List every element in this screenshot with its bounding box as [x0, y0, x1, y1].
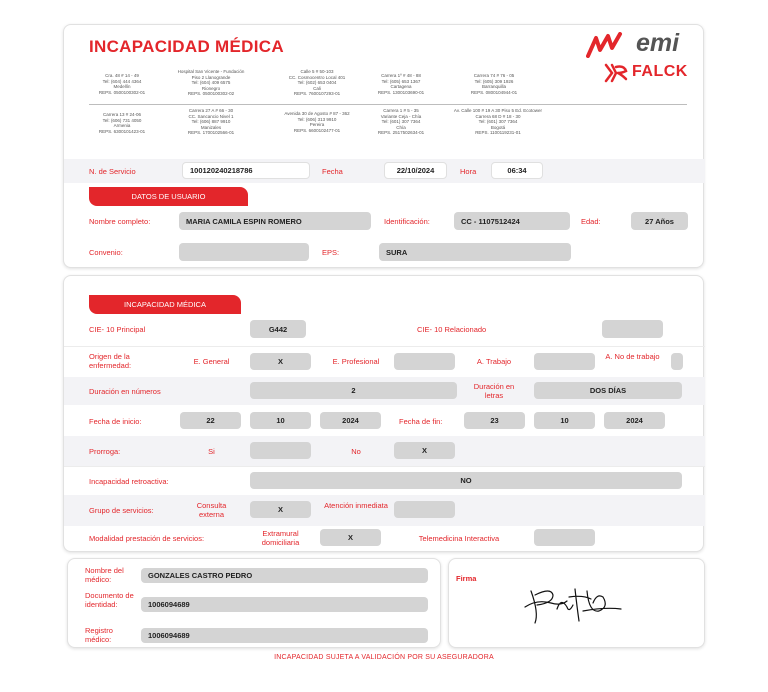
service-number-field: 100120240218786 — [182, 162, 310, 179]
end-year-field: 2024 — [604, 412, 665, 429]
address-line: REPS. 0800104944-01 — [470, 89, 518, 95]
document-title: INCAPACIDAD MÉDICA — [89, 37, 284, 56]
duration-text-label: Duración en letras — [473, 382, 515, 400]
address-cali — [273, 69, 361, 97]
address-pereira — [273, 111, 361, 133]
identification-label: Identificación: — [384, 217, 430, 226]
address-line: Piso 2 Llanogrande — [191, 74, 231, 80]
address-line: REPS. 0500100302-01 — [98, 89, 146, 95]
address-line: REPS. 6300101423-01 — [98, 128, 146, 134]
origin-professional-field — [394, 353, 455, 370]
header-card — [63, 24, 704, 268]
address-line: Cartagena — [390, 84, 412, 90]
immediate-care-field — [394, 501, 455, 518]
address-line: Tel: (606) 887 9910 — [191, 119, 231, 125]
external-consult-field: X — [250, 501, 311, 518]
address-line: Tel: (602) 653 0404 — [297, 80, 337, 86]
extramural-label: Extramural domiciliaria — [261, 529, 300, 547]
cie-main-field: G442 — [250, 320, 306, 338]
address-line: REPS. 1300103690-01 — [377, 89, 425, 95]
address-line: Variante Ceja - Chía — [380, 113, 422, 119]
origin-work-field — [534, 353, 595, 370]
telemedicine-field — [534, 529, 595, 546]
disability-card — [63, 275, 704, 552]
address-line: Carrera 68 D # 18 - 30 — [475, 113, 521, 119]
address-armenia — [78, 112, 166, 134]
address-line: REPS. 1100119231-01 — [475, 130, 521, 136]
modality-label: Modalidad prestación de servicios: — [89, 534, 205, 543]
origin-professional-label: E. Profesional — [332, 357, 380, 366]
signature-icon — [517, 577, 627, 632]
address-line: REPS. 0500100302-02 — [187, 91, 235, 97]
duration-number-label: Duración en números — [89, 387, 161, 396]
full-name-field: MARIA CAMILA ESPIN ROMERO — [179, 212, 371, 230]
doctor-name-field: GONZALES CASTRO PEDRO — [141, 568, 428, 583]
address-line: Carrera 74 # 76 - 05 — [473, 73, 515, 78]
address-bogota — [438, 108, 558, 136]
address-line: CC. Cosmocentro Local 401 — [288, 74, 346, 80]
address-cartagena — [357, 73, 445, 95]
address-line: Tel: (606) 731 4050 — [102, 117, 142, 123]
signature-label: Firma — [456, 574, 477, 583]
address-line: Medellín — [113, 84, 131, 90]
date-label: Fecha — [322, 167, 343, 176]
falck-logo-text: FALCK — [632, 63, 688, 80]
eps-label: EPS: — [322, 248, 340, 257]
user-section-tab: DATOS DE USUARIO — [89, 187, 248, 206]
address-line: Carrera 1 # 5 - 35 — [383, 108, 419, 113]
emi-logo-text: emi — [636, 29, 680, 57]
telemedicine-label: Telemedicina Interactiva — [418, 534, 500, 543]
emi-logo-icon — [586, 32, 634, 58]
immediate-care-label: Atención inmediata — [324, 501, 388, 510]
age-label: Edad: — [581, 217, 601, 226]
start-year-field: 2024 — [320, 412, 381, 429]
origin-nonwork-label: A. No de trabajo — [605, 352, 660, 361]
extension-yes-field — [250, 442, 311, 459]
address-line: Tel: (604) 409 6575 — [191, 80, 231, 86]
start-day-field: 22 — [180, 412, 241, 429]
duration-number-field: 2 — [250, 382, 457, 399]
address-line: Carrera 27 A # 66 - 30 — [188, 108, 234, 113]
address-line: Tel: (605) 309 1926 — [474, 78, 514, 84]
address-line: Manizales — [200, 124, 222, 130]
origin-nonwork-field — [671, 353, 683, 370]
agreement-field — [179, 243, 309, 261]
address-line: Chía — [396, 124, 406, 130]
doctor-card — [67, 558, 441, 648]
start-date-label: Fecha de inicio: — [89, 417, 142, 426]
address-line: REPS. 6600102477-01 — [293, 127, 341, 133]
address-line: Bogotá — [490, 124, 506, 130]
address-line: Armenia — [113, 123, 131, 129]
doctor-name-label: Nombre del médico: — [85, 566, 124, 584]
external-consult-label: Consulta externa — [196, 501, 227, 519]
cie-related-label: CIE- 10 Relacionado — [417, 325, 487, 334]
address-line: CC. Sancancio Nivel 1 — [188, 113, 234, 119]
disability-section-tab: INCAPACIDAD MÉDICA — [89, 295, 241, 314]
cie-related-field — [602, 320, 663, 338]
retroactive-field: NO — [250, 472, 682, 489]
duration-text-field: DOS DÍAS — [534, 382, 682, 399]
end-date-label: Fecha de fin: — [399, 417, 443, 426]
doctor-registry-field: 1006094689 — [141, 628, 428, 643]
signature-card — [448, 558, 705, 648]
address-line: Pereira — [309, 122, 325, 128]
row-divider — [64, 346, 705, 347]
end-day-field: 23 — [464, 412, 525, 429]
address-line: Carrera 13 # 24-06 — [102, 112, 142, 117]
eps-field: SURA — [379, 243, 571, 261]
address-barranquilla — [450, 73, 538, 95]
address-line: Cali — [313, 85, 321, 91]
address-rionegro — [167, 69, 255, 97]
header-divider — [89, 104, 687, 105]
origin-general-label: E. General — [193, 357, 230, 366]
address-line: REPS. 7600107293-01 — [293, 91, 341, 97]
doctor-id-field: 1006094689 — [141, 597, 428, 612]
address-line: REPS. 1700102566-01 — [187, 130, 235, 136]
agreement-label: Convenio: — [89, 248, 123, 257]
date-field: 22/10/2024 — [384, 162, 447, 179]
extension-no-label: No — [351, 447, 361, 456]
origin-label: Origen de la enfermedad: — [89, 352, 132, 370]
address-chia — [357, 108, 445, 136]
address-line: Av. Calle 100 # 19 A 30 Piso 5 Ed. Ecotower — [453, 108, 543, 113]
address-line: Tel: (601) 307 7364 — [381, 119, 421, 125]
address-line: Tel: (604) 444 4364 — [102, 78, 142, 84]
extension-no-field: X — [394, 442, 455, 459]
address-line: Rionegro — [201, 85, 221, 91]
footer-note: INCAPACIDAD SUJETA A VALIDACIÓN POR SU ASEGURADORA — [274, 654, 494, 661]
service-group-row — [64, 495, 705, 526]
full-name-label: Nombre completo: — [89, 217, 151, 226]
service-group-label: Grupo de servicios: — [89, 506, 154, 515]
extension-yes-label: Si — [208, 447, 215, 456]
identification-field: CC - 1107512424 — [454, 212, 570, 230]
address-line: Carrera 1º # 48 - 88 — [381, 73, 421, 78]
address-manizales — [167, 108, 255, 136]
time-label: Hora — [460, 167, 477, 176]
doctor-id-label: Documento de identidad: — [85, 591, 134, 609]
origin-work-label: A. Trabajo — [476, 357, 512, 366]
cie-main-label: CIE- 10 Principal — [89, 325, 146, 334]
retroactive-label: Incapacidad retroactiva: — [89, 477, 169, 486]
address-line: Cra. 48 # 14 - 49 — [105, 73, 139, 78]
address-line: Hospital San Vicente - Fundación — [177, 69, 245, 74]
address-line: Tel: (601) 307 7364 — [478, 119, 518, 125]
emi-logo — [586, 29, 696, 63]
row-divider — [64, 466, 705, 467]
origin-general-field: X — [250, 353, 311, 370]
address-line: REPS. 2517502634-01 — [377, 130, 425, 136]
falck-logo — [604, 63, 704, 83]
address-line: Calle 5 # 50-103 — [300, 69, 334, 74]
time-field: 06:34 — [491, 162, 543, 179]
doctor-registry-label: Registro médico: — [85, 626, 113, 644]
address-line: Tel: (605) 653 1367 — [381, 78, 421, 84]
falck-logo-icon — [604, 63, 628, 83]
start-month-field: 10 — [250, 412, 311, 429]
address-line: Tel: (606) 313 9910 — [297, 116, 337, 122]
age-field: 27 Años — [631, 212, 688, 230]
extramural-field: X — [320, 529, 381, 546]
address-line: Avenida 30 de Agosto # 87 - 362 — [284, 111, 350, 116]
address-medellin — [78, 73, 166, 95]
service-number-label: N. de Servicio — [89, 167, 136, 176]
end-month-field: 10 — [534, 412, 595, 429]
address-line: Barranquilla — [481, 84, 506, 90]
extension-label: Prorroga: — [89, 447, 121, 456]
